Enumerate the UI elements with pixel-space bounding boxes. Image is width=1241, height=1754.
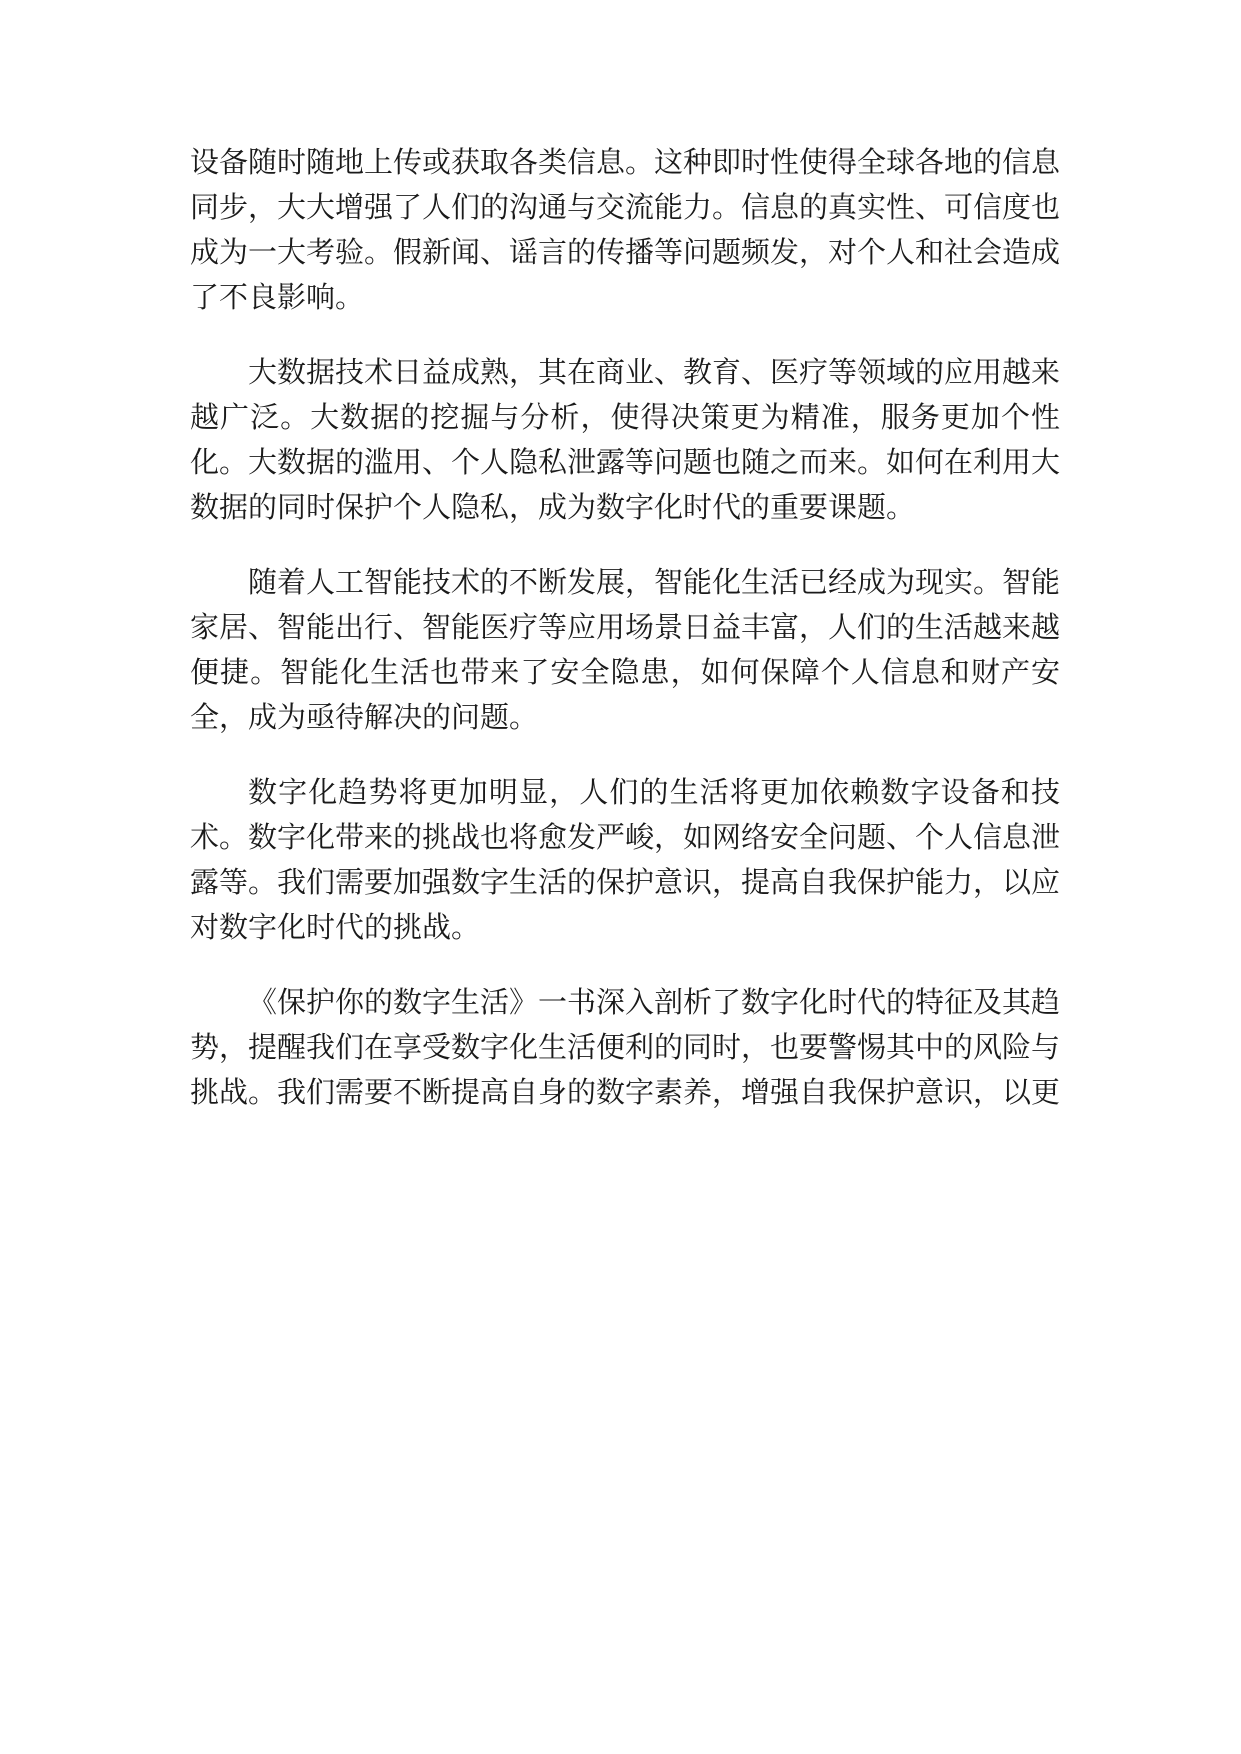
paragraph-5: 《保护你的数字生活》一书深入剖析了数字化时代的特征及其趋势，提醒我们在享受数字化生活便利的同时，也要警惕其中的风险与挑战。我们需要不断提高自身的数字素养，增强自我保护意识，以更 [190,985,1061,1109]
paragraph-1: 设备随时随地上传或获取各类信息。这种即时性使得全球各地的信息同步，大大增强了人们的沟通与交流能力。信息的真实性、可信度也成为一大考验。假新闻、谣言的传播等问题频发，对个人和社会造成了不良影响。 [190,145,1061,314]
paragraph-2: 大数据技术日益成熟，其在商业、教育、医疗等领域的应用越来越广泛。大数据的挖掘与分析，使得决策更为精准，服务更加个性化。大数据的滥用、个人隐私泄露等问题也随之而来。如何在利用大数据的同时保护个人隐私，成为数字化时代的重要课题。 [190,355,1061,524]
paragraph-4: 数字化趋势将更加明显，人们的生活将更加依赖数字设备和技术。数字化带来的挑战也将愈发严峻，如网络安全问题、个人信息泄露等。我们需要加强数字生活的保护意识，提高自我保护能力，以应对数字化时代的挑战。 [190,775,1061,944]
document-body [190,140,1060,1145]
paragraph-3: 随着人工智能技术的不断发展，智能化生活已经成为现实。智能家居、智能出行、智能医疗等应用场景日益丰富，人们的生活越来越便捷。智能化生活也带来了安全隐患，如何保障个人信息和财产安全，成为亟待解决的问题。 [190,565,1061,734]
